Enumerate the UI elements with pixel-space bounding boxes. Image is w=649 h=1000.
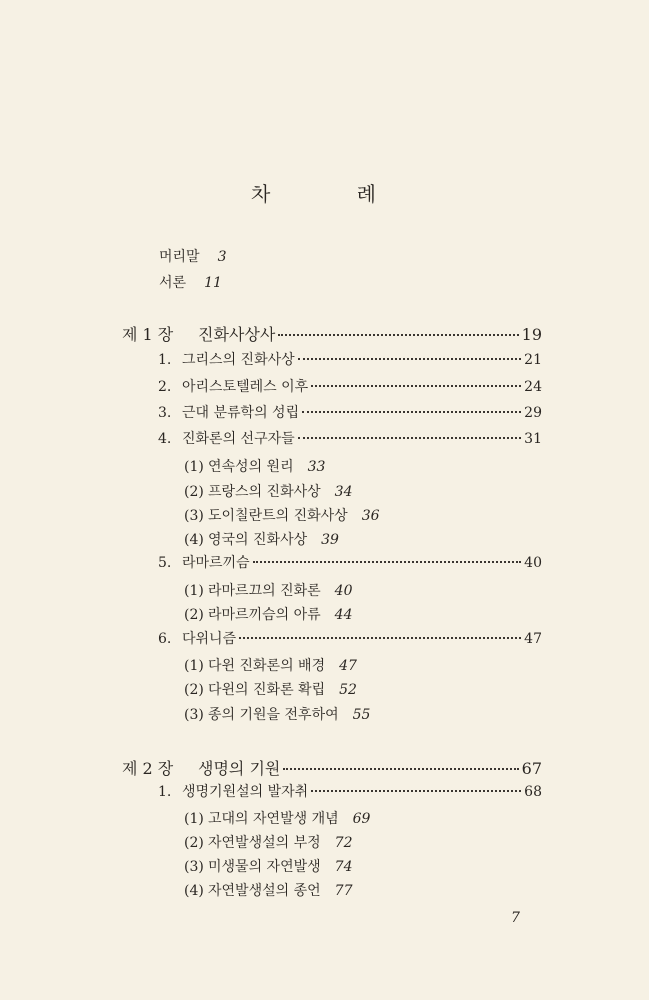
page-number: 7 [511,910,520,926]
section-entry [158,376,542,396]
entry-page: 11 [204,275,222,291]
subsection-entry [184,529,339,549]
section-entry [158,552,542,572]
section-title: 근대 분류학의 성립 [182,405,300,421]
subsection-title: 미생물의 자연발생 [208,859,321,875]
subsection-number: (1) [184,583,204,599]
subsection-title: 도이칠란트의 진화사상 [208,508,348,524]
chapter-page: 67 [521,759,542,778]
subsection-number: (1) [184,811,204,827]
subsection-page: 40 [334,583,353,599]
subsection-page: 77 [334,883,353,899]
subsection-page: 33 [307,459,326,475]
subsection-title: 프랑스의 진화사상 [208,484,321,500]
section-number: 3. [158,405,172,421]
subsection-entry [184,808,370,828]
dot-leader [311,385,521,387]
entry-page: 3 [217,249,227,265]
subsection-title: 자연발생설의 종언 [208,883,321,899]
section-entry [158,402,542,422]
subsection-page: 39 [321,532,339,548]
subsection-entry [184,856,352,876]
dot-leader [298,358,522,360]
dot-leader [311,790,521,792]
subsection-page: 69 [352,811,371,827]
section-title: 진화론의 선구자들 [182,431,295,447]
section-title: 생명기원설의 발자취 [182,784,309,800]
dot-leader [253,561,522,563]
section-number: 1. [158,352,172,368]
front-matter-entry [159,272,222,292]
subsection-page: 52 [339,682,357,698]
section-number: 2. [158,379,172,395]
section-title: 아리스토텔레스 이후 [182,379,309,395]
subsection-number: (2) [184,607,204,623]
subsection-entry [184,481,352,501]
chapter-title: 생명의 기원 [198,759,281,778]
chapter-entry [122,756,542,776]
dot-leader [278,334,518,336]
subsection-page: 55 [352,707,371,723]
section-number: 6. [158,631,172,647]
section-number: 5. [158,555,172,571]
section-number: 4. [158,431,172,447]
section-page: 29 [524,405,542,421]
subsection-entry [184,456,325,476]
subsection-number: (1) [184,658,204,674]
subsection-number: (4) [184,883,204,899]
section-page: 47 [524,631,542,647]
entry-label: 머리말 [159,249,200,265]
subsection-entry [184,679,357,699]
subsection-entry [184,880,352,900]
subsection-number: (2) [184,484,204,500]
subsection-page: 47 [339,658,357,674]
entry-label: 서론 [159,275,187,291]
subsection-title: 고대의 자연발생 개념 [208,811,339,827]
page-title: 차 례 [251,182,416,206]
section-title: 그리스의 진화사상 [182,352,295,368]
subsection-title: 자연발생설의 부정 [208,835,321,851]
subsection-entry [184,604,352,624]
subsection-title: 라마르끼슴의 아류 [208,607,321,623]
subsection-title: 종의 기원을 전후하여 [208,707,339,723]
subsection-title: 영국의 진화사상 [208,532,308,548]
section-entry [158,349,542,369]
subsection-page: 72 [334,835,353,851]
subsection-page: 74 [334,859,353,875]
subsection-title: 라마르끄의 진화론 [208,583,321,599]
subsection-number: (4) [184,532,204,548]
subsection-entry [184,832,352,852]
section-page: 40 [524,555,542,571]
subsection-title: 다윈의 진화론 확립 [208,682,326,698]
dot-leader [302,411,521,413]
section-page: 21 [524,352,542,368]
front-matter-entry [159,246,227,266]
chapter-number: 제 2 장 [122,759,174,778]
subsection-title: 다윈 진화론의 배경 [208,658,326,674]
section-entry [158,428,542,448]
subsection-number: (2) [184,835,204,851]
chapter-number: 제 1 장 [122,325,174,344]
subsection-page: 34 [334,484,353,500]
subsection-number: (3) [184,508,204,524]
dot-leader [239,637,521,639]
section-title: 다위니즘 [182,631,237,647]
section-number: 1. [158,784,172,800]
subsection-title: 연속성의 원리 [208,459,294,475]
subsection-number: (3) [184,859,204,875]
subsection-entry [184,580,352,600]
subsection-page: 36 [361,508,380,524]
subsection-number: (3) [184,707,204,723]
section-page: 31 [524,431,542,447]
dot-leader [283,768,518,770]
dot-leader [298,437,522,439]
subsection-number: (1) [184,459,204,475]
section-page: 24 [524,379,542,395]
chapter-entry [122,322,542,342]
subsection-page: 44 [334,607,353,623]
section-title: 라마르끼슴 [182,555,250,571]
subsection-entry [184,655,357,675]
subsection-entry [184,505,380,525]
section-entry [158,781,542,801]
section-page: 68 [524,784,542,800]
section-entry [158,628,542,648]
subsection-entry [184,704,370,724]
chapter-page: 19 [521,325,542,344]
subsection-number: (2) [184,682,204,698]
chapter-title: 진화사상사 [198,325,276,344]
